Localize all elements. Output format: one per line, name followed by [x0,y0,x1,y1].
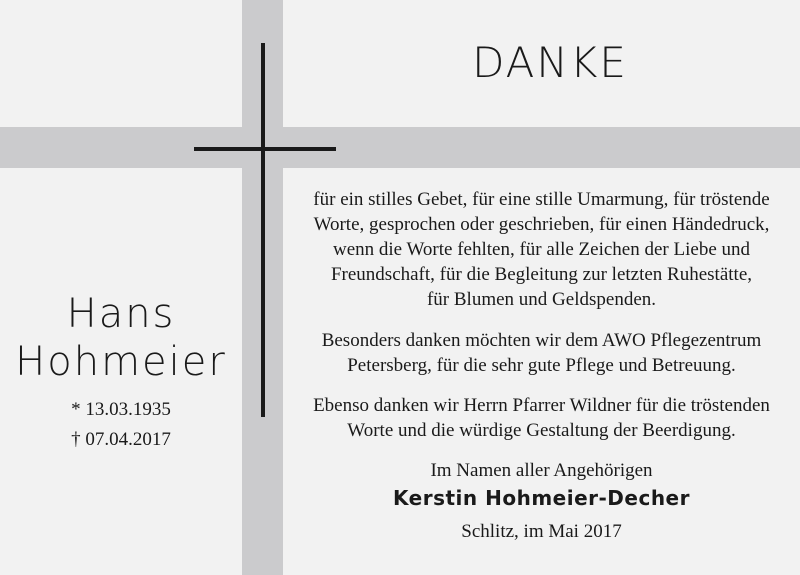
text-line: für ein stilles Gebet, für eine stille Umarmung, für tröstende [313,189,770,210]
text-line: Worte und die würdige Gestaltung der Beerdigung. [347,420,736,441]
place-date: Schlitz, im Mai 2017 [461,521,622,542]
deceased-first-name: Hans [66,291,176,337]
thanks-paragraph [283,187,800,312]
cross-band-horizontal [0,127,800,168]
text-line: Ebenso danken wir Herrn Pfarrer Wildner für die tröstenden [313,395,770,416]
text-line: für Blumen und Geldspenden. [426,289,656,310]
text-line: Worte, gesprochen oder geschrieben, für einen Händedruck, [313,214,770,235]
page-title: DANKE [472,38,628,87]
signer-name: Kerstin Hohmeier-Decher [393,486,690,510]
deceased-last-name: Hohmeier [15,339,227,385]
birth-date: 13.03.1935 [85,399,171,420]
text-line: Petersberg, für die sehr gute Pflege und Betreuung. [347,355,736,376]
birth-symbol: * [71,399,81,420]
pastor-paragraph [283,393,800,443]
cross-icon-vertical [261,43,265,417]
care-paragraph [283,328,800,378]
death-date: 07.04.2017 [85,429,171,450]
birth-date-line [0,399,242,421]
cross-icon-horizontal [194,147,336,151]
text-line: Besonders danken möchten wir dem AWO Pflegezentrum [321,330,762,351]
text-line: Freundschaft, für die Begleitung zur letzten Ruhestätte, [330,264,753,285]
death-date-line [0,429,242,451]
death-symbol: † [71,429,81,450]
closing-line: Im Namen aller Angehörigen [430,460,653,481]
text-line: wenn die Worte fehlten, für alle Zeichen der Liebe und [333,239,750,260]
